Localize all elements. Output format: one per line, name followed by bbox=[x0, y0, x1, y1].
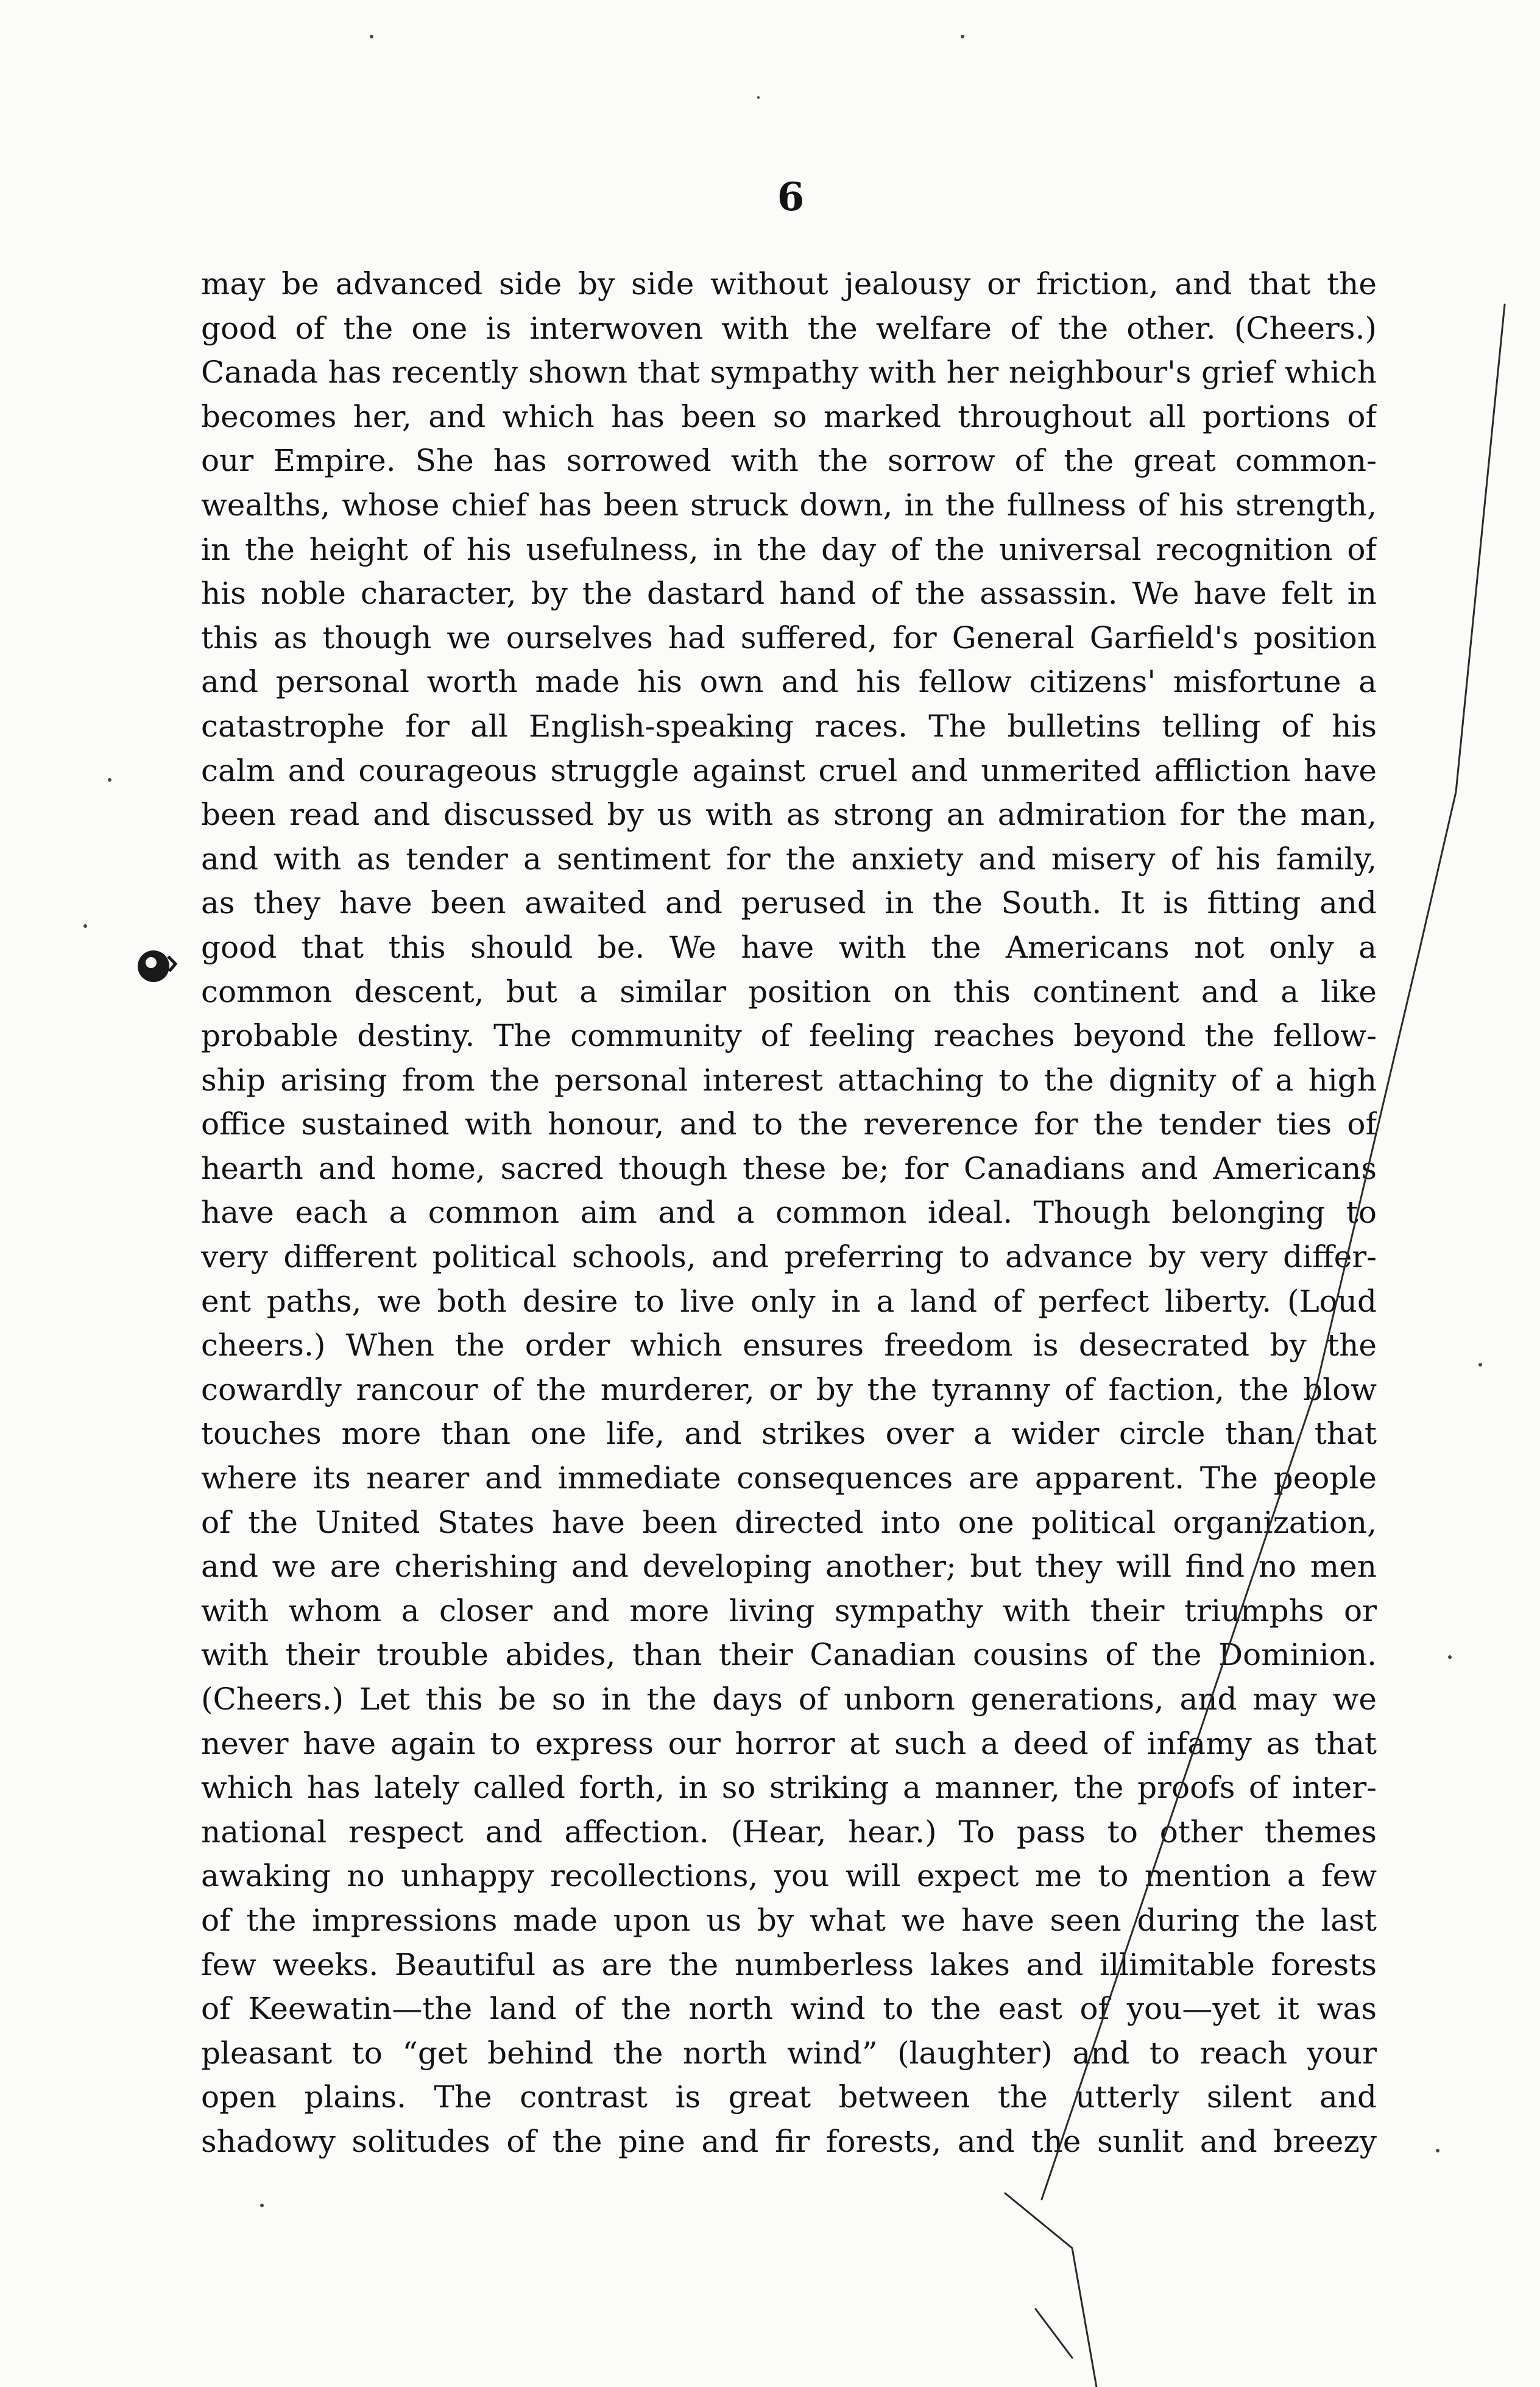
text-line: Canada has recently shown that sympathy with her neighbour's grief which bbox=[201, 355, 1377, 391]
text-line: very different political schools, and preferring to advance by very differ- bbox=[201, 1239, 1377, 1275]
text-line: never have again to express our horror at such a deed of infamy as that bbox=[201, 1725, 1377, 1761]
body-text bbox=[201, 262, 1377, 2164]
text-line: common descent, but a similar position on this continent and a like bbox=[201, 974, 1377, 1010]
text-line: his noble character, by the dastard hand of the assassin. We have felt in bbox=[201, 576, 1377, 612]
text-line: few weeks. Beautiful as are the numberless lakes and illimitable forests bbox=[201, 1947, 1377, 1982]
text-line: as they have been awaited and perused in the South. It is fitting and bbox=[201, 885, 1377, 921]
text-line: with their trouble abides, than their Canadian cousins of the Dominion. bbox=[201, 1637, 1377, 1673]
text-line: open plains. The contrast is great between the utterly silent and bbox=[201, 2079, 1377, 2115]
text-line: ship arising from the personal interest attaching to the dignity of a high bbox=[201, 1062, 1377, 1098]
text-line: been read and discussed by us with as strong an admiration for the man, bbox=[201, 797, 1377, 833]
text-line: pleasant to “get behind the north wind” (laughter) and to reach your bbox=[201, 2035, 1377, 2071]
text-line: which has lately called forth, in so striking a manner, the proofs of inter- bbox=[201, 1770, 1377, 1806]
text-line: and we are cherishing and developing another; but they will find no men bbox=[201, 1549, 1377, 1585]
text-line: and with as tender a sentiment for the anxiety and misery of his family, bbox=[201, 841, 1377, 877]
text-line: (Cheers.) Let this be so in the days of unborn generations, and may we bbox=[201, 1682, 1377, 1717]
text-line: national respect and affection. (Hear, hear.) To pass to other themes bbox=[201, 1814, 1377, 1850]
text-line: touches more than one life, and strikes over a wider circle than that bbox=[201, 1416, 1377, 1452]
text-line: probable destiny. The community of feeling reaches beyond the fellow- bbox=[201, 1018, 1377, 1054]
text-line: our Empire. She has sorrowed with the sorrow of the great common- bbox=[201, 443, 1377, 479]
text-line: catastrophe for all English-speaking races. The bulletins telling of his bbox=[201, 708, 1377, 744]
ink-blot-icon bbox=[133, 943, 178, 988]
text-line: cheers.) When the order which ensures freedom is desecrated by the bbox=[201, 1328, 1377, 1363]
text-line: may be advanced side by side without jealousy or friction, and that the bbox=[201, 266, 1377, 302]
text-line: good of the one is interwoven with the welfare of the other. (Cheers.) bbox=[201, 310, 1377, 346]
text-line: of the impressions made upon us by what we have seen during the last bbox=[201, 1902, 1377, 1938]
pencil-line-tail bbox=[1036, 2309, 1072, 2358]
text-line: this as though we ourselves had suffered, for General Garfield's position bbox=[201, 620, 1377, 656]
text-line: with whom a closer and more living sympathy with their triumphs or bbox=[201, 1593, 1377, 1628]
text-line: becomes her, and which has been so marked throughout all portions of bbox=[201, 398, 1377, 434]
pencil-line-bottom bbox=[1005, 2193, 1097, 2387]
text-line: cowardly rancour of the murderer, or by the tyranny of faction, the blow bbox=[201, 1371, 1377, 1407]
text-line: awaking no unhappy recollections, you will expect me to mention a few bbox=[201, 1858, 1377, 1894]
text-line: and personal worth made his own and his fellow citizens' misfortune a bbox=[201, 664, 1377, 700]
text-line: office sustained with honour, and to the reverence for the tender ties of bbox=[201, 1106, 1377, 1142]
text-line: wealths, whose chief has been struck down, in the fullness of his strength, bbox=[201, 487, 1377, 523]
text-line: have each a common aim and a common ideal. Though belonging to bbox=[201, 1195, 1377, 1231]
text-line: hearth and home, sacred though these be; for Canadians and Americans bbox=[201, 1150, 1377, 1186]
text-line: calm and courageous struggle against cruel and unmerited affliction have bbox=[201, 752, 1377, 788]
text-line: of the United States have been directed into one political organization, bbox=[201, 1504, 1377, 1540]
page-number: 6 bbox=[777, 174, 805, 220]
text-line: good that this should be. We have with the Americans not only a bbox=[201, 929, 1377, 965]
text-line: shadowy solitudes of the pine and fir forests, and the sunlit and breezy bbox=[201, 2123, 1377, 2159]
text-line: of Keewatin—the land of the north wind to the east of you—yet it was bbox=[201, 1991, 1377, 2027]
text-line: where its nearer and immediate consequences are apparent. The people bbox=[201, 1460, 1377, 1496]
text-line: in the height of his usefulness, in the day of the universal recognition of bbox=[201, 531, 1377, 567]
text-line: ent paths, we both desire to live only in a land of perfect liberty. (Loud bbox=[201, 1283, 1377, 1319]
